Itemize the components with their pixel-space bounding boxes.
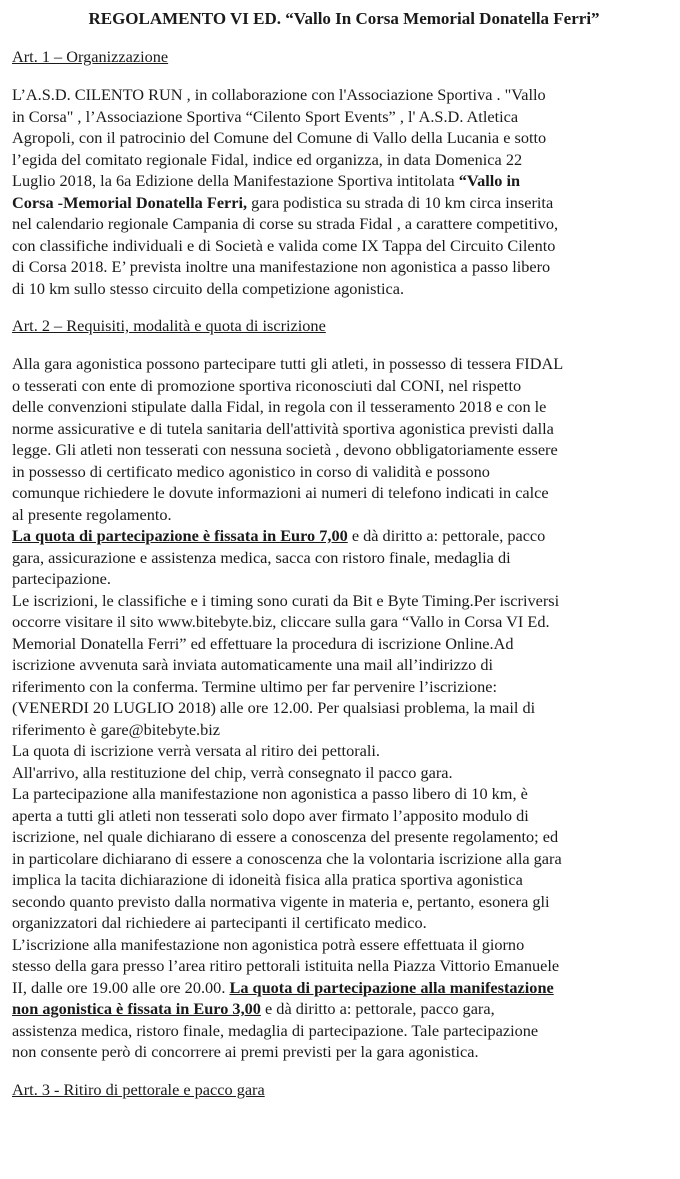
art2-closing-line-1: assistenza medica, ristoro finale, medaglia di partecipazione. Tale partecipazione (12, 1020, 539, 1040)
art2-fee-line-11: All'arrivo, alla restituzione del chip, verrà consegnato il pacco gara. (12, 762, 453, 782)
nonagon-pre-text: II, dalle ore 19.00 alle ore 20.00. (12, 977, 230, 997)
art2-fee-line-3: Le iscrizioni, le classifiche e i timing sono curati da Bit e Byte Timing.Per iscriversi (12, 590, 560, 610)
art1-event-name-part2: Corsa -Memorial Donatella Ferri, (12, 192, 248, 212)
art1-line-4: l’egida del comitato regionale Fidal, indice ed organizza, in data Domenica 22 (12, 149, 523, 169)
art1-heading: Art. 1 – Organizzazione (12, 47, 169, 66)
art1-line-6 (12, 192, 672, 214)
art2-fee-line-18: organizzatori dal richiedere ai partecipanti il certificato medico. (12, 913, 427, 932)
art2-fee-line-15: in particolare dichiarano di essere a conoscenza che la volontaria iscrizione alla gara (12, 848, 562, 868)
art2-fee-line-16: implica la tacita dichiarazione di idoneità fisica alla pratica sportiva agonistica (12, 870, 523, 889)
nonagon-fee-statement-part1: La quota di partecipazione alla manifestazione (229, 977, 554, 997)
nonagon-line-1 (12, 977, 672, 999)
nonagon-line-2 (12, 998, 672, 1020)
art2-paragraph (12, 353, 672, 1063)
art2-fee-line-4: occorre visitare il sito www.bitebyte.biz, cliccare sulla gara “Vallo in Corsa VI Ed. (12, 612, 550, 631)
art1-paragraph (12, 84, 672, 299)
art2-line-2: o tesserati con ente di promozione sportiva riconosciuti dal CONI, nel rispetto (12, 375, 522, 395)
art2-fee-line-17: secondo quanto previsto dalla normativa vigente in materia e, pertanto, esonera gli (12, 891, 550, 911)
art1-line-10: di 10 km sullo stesso circuito della competizione agonistica. (12, 278, 405, 298)
art1-line-1: L’A.S.D. CILENTO RUN , in collaborazione con l'Associazione Sportiva . "Vallo (12, 85, 546, 104)
art1-line-3: Agropoli, con il patrocinio del Comune del Comune di Vallo della Lucania e sotto (12, 128, 547, 147)
art2-line-6: in possesso di certificato medico agonistico in corso di validità e possono (12, 461, 490, 481)
art2-fee-line-19: L’iscrizione alla manifestazione non agonistica potrà essere effettuata il giorno (12, 934, 525, 954)
fee-rest-text: e dà diritto a: pettorale, pacco (347, 526, 546, 545)
art3-heading: Art. 3 - Ritiro di pettorale e pacco gara (12, 1079, 265, 1099)
art2-fee-line-6: iscrizione avvenuta sarà inviata automaticamente una mail all’indirizzo di (12, 655, 494, 674)
art1-line-2: in Corsa" , l’Associazione Sportiva “Cilento Sport Events” , l' A.S.D. Atletica (12, 106, 519, 126)
art2-fee-line-1: gara, assicurazione e assistenza medica, sacca con ristoro finale, medaglia di (12, 547, 511, 567)
art2-fee-line-7: riferimento con la conferma. Termine ultimo per far pervenire l’iscrizione: (12, 676, 497, 696)
art2-line-3: delle convenzioni stipulate dalla Fidal, in regola con il tesseramento 2018 e con le (12, 397, 547, 416)
art1-line-5 (12, 170, 672, 192)
art2-line-7: comunque richiedere le dovute informazioni ai numeri di telefono indicati in calce (12, 483, 549, 502)
nonagon-fee-statement-part2: non agonistica è fissata in Euro 3,00 (12, 999, 261, 1018)
art2-line-5: legge. Gli atleti non tesserati con nessuna società , devono obbligatoriamente essere (12, 440, 558, 459)
art2-fee-line-12: La partecipazione alla manifestazione non agonistica a passo libero di 10 km, è (12, 784, 528, 803)
art1-line-8: con classifiche individuali e di Società e valida come IX Tappa del Circuito Cilento (12, 235, 556, 255)
art2-line-1: Alla gara agonistica possono partecipare tutti gli atleti, in possesso di tessera FIDAL (12, 354, 564, 373)
art2-fee-line-9: riferimento è gare@bitebyte.biz (12, 719, 221, 739)
art2-fee-line-20: stesso della gara presso l’area ritiro pettorali istituita nella Piazza Vittorio Emanuele (12, 956, 560, 975)
art2-fee-line-8: (VENERDI 20 LUGLIO 2018) alle ore 12.00. Per qualsiasi problema, la mail di (12, 698, 536, 717)
art2-fee-line-14: iscrizione, nel quale dichiarano di essere a conoscenza del presente regolamento; ed (12, 827, 559, 846)
fee-amount-statement: La quota di partecipazione è fissata in Euro 7,00 (12, 526, 348, 545)
art2-fee-line-2: partecipazione. (12, 569, 111, 588)
art2-line-8: al presente regolamento. (12, 504, 172, 524)
art2-fee-line-13: aperta a tutti gli atleti non tesserati solo dopo aver firmato l’apposito modulo di (12, 805, 529, 825)
nonagon-rest-text: e dà diritto a: pettorale, pacco gara, (260, 999, 495, 1018)
art1-line-6-text: gara podistica su strada di 10 km circa inserita (247, 192, 554, 212)
art2-fee-line-10: La quota di iscrizione verrà versata al ritiro dei pettorali. (12, 741, 380, 760)
art2-line-4: norme assicurative e di tutela sanitaria dell'attività sportiva agonistica previsti dalla (12, 418, 554, 438)
document-page (12, 8, 672, 1101)
art1-line-9: di Corsa 2018. E’ prevista inoltre una manifestazione non agonistica a passo libero (12, 257, 551, 276)
art1-event-name-part1: “Vallo in (458, 171, 521, 190)
art2-closing-line-2: non consente però di concorrere ai premi previsti per la gara agonistica. (12, 1042, 479, 1061)
art1-line-7: nel calendario regionale Campania di corse su strada Fidal , a carattere competitivo, (12, 214, 559, 233)
fee-line (12, 525, 672, 547)
art2-heading: Art. 2 – Requisiti, modalità e quota di iscrizione (12, 316, 326, 335)
document-title: REGOLAMENTO VI ED. “Vallo In Corsa Memorial Donatella Ferri” (88, 9, 600, 28)
art1-line-5-text: Luglio 2018, la 6a Edizione della Manifestazione Sportiva intitolata (12, 171, 459, 190)
art2-fee-line-5: Memorial Donatella Ferri” ed effettuare la procedura di iscrizione Online.Ad (12, 633, 514, 653)
